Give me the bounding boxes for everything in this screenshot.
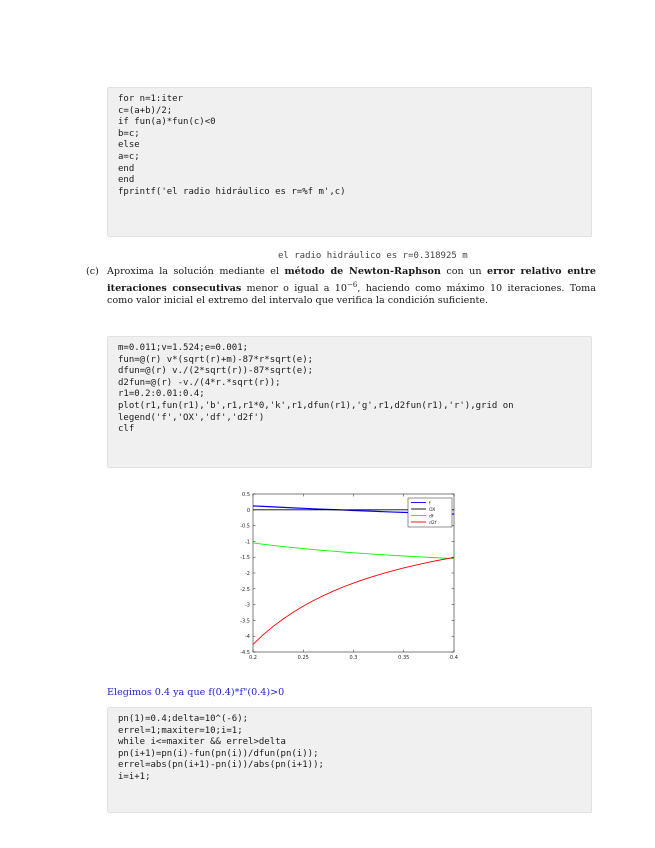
code-line: clf [118, 424, 135, 435]
item-text-part: Aproxima la solución mediante el [107, 266, 285, 277]
legend-label: f [429, 501, 431, 507]
y-tick-label: -2 [245, 571, 250, 577]
code-block-newton [107, 707, 592, 813]
x-tick-label: 0.2 [249, 655, 257, 661]
code-line: i=i+1; [118, 771, 151, 782]
item-bold-error: error relativo entre iteraciones consecutivas [107, 266, 596, 294]
code-line: for n=1:iter [118, 94, 184, 104]
code-block-plot [107, 336, 592, 468]
plot-figure [226, 486, 466, 668]
legend-label: d2f [429, 520, 437, 526]
code-line: else [118, 140, 140, 151]
x-tick-label: 0.4 [450, 655, 458, 661]
code-line: c=(a+b)/2; [118, 105, 173, 116]
code-line: plot(r1,fun(r1),'b',r1,r1*0,'k',r1,dfun(r1),'g',r1,d2fun(r1),'r'),grid on [118, 400, 514, 411]
code-line: fprintf('el radio hidráulico es r=%f m',c) [118, 186, 346, 197]
item-marker: (c) [86, 266, 99, 277]
line-chart [226, 486, 466, 668]
item-text-part: con un [440, 266, 488, 277]
code-line: d2fun=@(r) -v./(4*r.*sqrt(r)); [118, 377, 281, 388]
code-line: r1=0.2:0.01:0.4; [118, 389, 205, 400]
y-tick-label: -2.5 [240, 586, 250, 593]
code-block-bisection [107, 87, 592, 237]
y-tick-label: 0 [246, 507, 250, 514]
code-line: errel=1;maxiter=10;i=1; [118, 725, 243, 736]
x-tick-label: 0.25 [297, 655, 309, 661]
code-line: while i<=maxiter && errel>delta [118, 737, 286, 748]
y-tick-label: -1.5 [240, 555, 250, 562]
code-line: fun=@(r) v*(sqrt(r)+m)-87*r*sqrt(e); [118, 354, 314, 365]
y-tick-label: 0.5 [242, 492, 250, 498]
code-line: errel=abs(pn(i+1)-pn(i))/abs(pn(i+1)); [118, 760, 324, 771]
code-line: dfun=@(r) v./(2*sqrt(r))-87*sqrt(e); [118, 366, 314, 377]
code-output: el radio hidráulico es r=0.318925 m [278, 251, 468, 261]
code-line: end [118, 163, 135, 174]
y-tick-label: -3 [245, 602, 250, 609]
item-text-part: , haciendo como máximo 10 iteraciones. Toma como valor inicial el extremo del intervalo que verifica la condición suficiente. [107, 282, 596, 307]
code-line: pn(1)=0.4;delta=10^(-6); [118, 714, 249, 724]
item-bold-method: método de Newton-Raphson [284, 266, 441, 277]
legend-label: OX [429, 507, 436, 513]
item-text [107, 266, 596, 308]
code-line: legend('f','OX','df','d2f') [118, 412, 265, 423]
item-text-part: menor o igual a 10 [241, 282, 348, 294]
y-tick-label: -4.5 [240, 650, 250, 656]
x-tick-label: 0.3 [349, 655, 358, 661]
code-line: b=c; [118, 128, 140, 139]
item-exponent: −6 [347, 280, 358, 289]
y-tick-label: -1 [245, 539, 250, 546]
y-tick-label: -3.5 [240, 618, 250, 625]
legend-label: df [429, 514, 434, 520]
code-line: pn(i+1)=pn(i)-fun(pn(i))/dfun(pn(i)); [118, 748, 319, 759]
code-line: end [118, 175, 135, 186]
code-line: a=c; [118, 151, 140, 162]
y-tick-label: -0.5 [240, 523, 250, 530]
exercise-item-c [86, 266, 596, 308]
y-tick-label: -4 [245, 634, 250, 641]
code-line: m=0.011;v=1.524;e=0.001; [118, 343, 249, 353]
code-line: if fun(a)*fun(c)<0 [118, 117, 216, 128]
x-tick-label: 0.35 [398, 655, 410, 661]
choice-note: Elegimos 0.4 ya que f(0.4)*f"(0.4)>0 [107, 687, 285, 698]
